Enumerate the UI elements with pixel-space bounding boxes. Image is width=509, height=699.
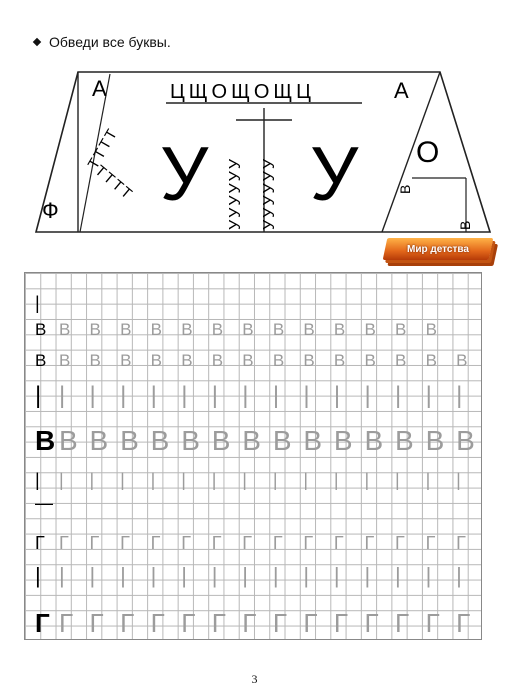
u-stack-left: УУУУУУ [227, 157, 244, 230]
sample-letter: В [35, 425, 56, 456]
right-small-letter-right: В [457, 220, 473, 230]
trace-letter: В [120, 320, 132, 339]
u-stack-right: УУУУУУ [261, 157, 278, 230]
trace-row [35, 563, 487, 589]
trace-letter: В [150, 320, 162, 339]
trace-letter: Г [333, 608, 349, 638]
sample-letter: В [35, 351, 47, 370]
trace-letter: В [333, 320, 346, 339]
trace-stroke: | [333, 470, 339, 490]
left-tri-top-letter: А [92, 76, 107, 101]
trace-letter: Г [395, 533, 405, 553]
trace-letter: В [456, 351, 468, 370]
trace-letter: В [120, 425, 139, 456]
trace-row [35, 608, 487, 639]
trace-letter: Г [211, 608, 226, 638]
trace-letter: Г [150, 608, 165, 638]
trace-letter: В [181, 351, 193, 370]
trace-letter: Г [242, 533, 253, 553]
trace-stroke: | [211, 382, 218, 409]
trace-stroke: | [181, 470, 186, 490]
trace-letter: В [242, 351, 254, 370]
trace-stroke: | [456, 470, 461, 490]
trace-letter: Г [303, 608, 318, 638]
big-letter-u-left: У [160, 132, 209, 217]
trace-letter: В [364, 351, 376, 370]
trace-stroke: | [395, 382, 402, 409]
trace-letter: Г [425, 533, 436, 553]
left-tri-bottom-letter: Ф [42, 198, 59, 223]
publisher-logo [383, 238, 494, 260]
trace-stroke: | [364, 563, 371, 588]
trace-letter: В [395, 351, 407, 370]
trace-stroke: | [150, 382, 157, 409]
trace-row [35, 470, 487, 491]
trace-row [35, 425, 487, 457]
trace-letter: Г [242, 608, 257, 638]
trace-letter: Г [364, 533, 375, 553]
trace-stroke: | [272, 563, 279, 588]
trace-stroke: | [59, 382, 66, 409]
trace-letter: В [395, 320, 407, 339]
trace-letter: В [333, 351, 346, 370]
trace-row [35, 493, 59, 514]
trace-letter: В [59, 425, 78, 456]
trace-letter: В [333, 425, 353, 456]
trace-letter: Г [150, 533, 161, 553]
trace-letter: Г [333, 533, 344, 553]
trace-letter: В [211, 320, 224, 339]
trace-letter: В [120, 351, 132, 370]
sample-stroke: | [35, 563, 41, 588]
trace-letter: В [59, 351, 71, 370]
trace-stroke: | [333, 563, 340, 588]
trace-letter: В [242, 425, 261, 456]
trace-stroke: | [425, 470, 431, 490]
trace-letter: В [150, 351, 162, 370]
trace-row [35, 351, 487, 371]
trace-stroke: | [333, 382, 341, 409]
trace-row [35, 320, 456, 340]
trace-letter: В [303, 425, 323, 456]
trace-letter: В [425, 351, 437, 370]
trace-stroke: | [120, 470, 125, 490]
trace-stroke: | [89, 470, 95, 490]
trace-letter: Г [272, 533, 283, 553]
trace-letter: В [181, 425, 200, 456]
trace-stroke: | [89, 563, 96, 588]
trace-letter: Г [120, 608, 135, 638]
trace-letter: Г [59, 533, 69, 553]
trace-stroke: | [364, 382, 371, 409]
letter-puzzle [0, 60, 509, 240]
page-number: 3 [251, 672, 258, 686]
trace-letter: В [364, 320, 376, 339]
trace-letter: В [425, 320, 437, 339]
trace-stroke: | [211, 470, 217, 490]
trace-letter: Г [425, 608, 440, 638]
trace-letter: Г [395, 608, 410, 638]
sample-letter: В [35, 320, 47, 339]
top-word: ЦЩОЩОЩЦ [170, 81, 315, 103]
trace-letter: В [89, 425, 109, 456]
trace-letter: В [59, 320, 71, 339]
trace-stroke: | [242, 563, 248, 588]
publisher-logo-text: Мир детства [407, 243, 469, 255]
k-lower-arm-letters: ТТТТ [91, 162, 137, 204]
right-tri-mid-letter: О [416, 136, 440, 169]
instruction-text: Обведи все буквы. [49, 34, 171, 50]
trace-letter: В [364, 425, 384, 456]
trace-letter: В [303, 351, 315, 370]
trace-letter: В [150, 425, 170, 456]
trace-letter: В [242, 320, 254, 339]
right-tri-top-letter: А [394, 78, 409, 103]
trace-stroke: | [211, 563, 218, 588]
trace-letter: В [89, 351, 101, 370]
trace-letter: В [303, 320, 315, 339]
trace-stroke: | [303, 382, 310, 409]
trace-letter: В [395, 425, 414, 456]
sample-letter: Г [35, 533, 45, 553]
trace-stroke: | [150, 470, 156, 490]
trace-letter: В [456, 425, 475, 456]
bullet-icon [33, 38, 41, 46]
trace-stroke: | [395, 470, 400, 490]
trace-letter: Г [303, 533, 314, 553]
trace-letter: Г [89, 608, 104, 638]
trace-letter: Г [456, 533, 466, 553]
trace-letter: В [272, 320, 285, 339]
trace-stroke: | [181, 382, 188, 409]
trace-row [35, 533, 487, 554]
trace-letter: Г [120, 533, 130, 553]
trace-letter: В [181, 320, 193, 339]
trace-stroke: | [120, 382, 127, 409]
instruction [34, 34, 171, 50]
sample-letter: Г [35, 608, 50, 638]
trace-stroke: | [181, 563, 187, 588]
right-small-letter-left: В [397, 184, 413, 194]
trace-stroke: | [150, 563, 157, 588]
trace-row [35, 293, 59, 314]
trace-row [35, 382, 487, 410]
trace-stroke: | [303, 470, 309, 490]
tracing-grid [24, 272, 482, 640]
trace-letter: Г [364, 608, 379, 638]
big-letter-u-right: У [310, 132, 359, 217]
trace-letter: В [425, 425, 445, 456]
trace-stroke: | [395, 563, 401, 588]
trace-letter: Г [181, 533, 191, 553]
trace-letter: В [211, 351, 224, 370]
trace-stroke: | [425, 382, 432, 409]
trace-stroke: | [303, 563, 310, 588]
trace-letter: Г [89, 533, 100, 553]
trace-stroke: | [89, 382, 96, 409]
trace-stroke: | [59, 470, 64, 490]
sample-stroke: | [35, 293, 40, 313]
trace-stroke: | [272, 470, 278, 490]
sample-stroke: | [35, 470, 40, 490]
k-upper-arm-letters: ТТТТ [84, 124, 122, 172]
trace-letter: Г [272, 608, 287, 638]
trace-letter: В [211, 425, 231, 456]
trace-letter: В [89, 320, 101, 339]
trace-letter: Г [59, 608, 74, 638]
sample-stroke: | [35, 382, 42, 409]
trace-stroke: | [120, 563, 126, 588]
trace-stroke: | [456, 563, 462, 588]
trace-letter: В [272, 351, 285, 370]
trace-stroke: | [425, 563, 432, 588]
trace-stroke: | [364, 470, 370, 490]
trace-stroke: | [242, 382, 249, 409]
sample-stroke: — [35, 493, 53, 513]
trace-stroke: | [59, 563, 65, 588]
trace-stroke: | [456, 382, 463, 409]
trace-letter: Г [456, 608, 471, 638]
trace-stroke: | [272, 382, 280, 409]
trace-letter: Г [181, 608, 196, 638]
trace-stroke: | [242, 470, 247, 490]
trace-letter: В [272, 425, 292, 456]
trace-letter: Г [211, 533, 222, 553]
